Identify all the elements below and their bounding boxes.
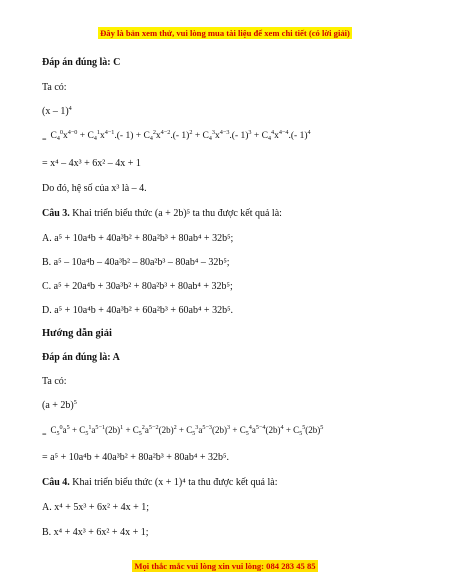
q3-option-a: A. a⁵ + 10a⁴b + 40a³b² + 80a²b³ + 80ab⁴ + 32b⁵; xyxy=(42,233,234,244)
q3-question xyxy=(42,208,282,220)
contact-text: Mọi thắc mắc vui lòng xin vui lòng: 084 283 45 85 xyxy=(134,561,316,571)
q4-option-a: A. x⁴ + 5x³ + 6x² + 4x + 1; xyxy=(42,502,150,513)
q3-expression xyxy=(42,400,77,412)
q2-expression xyxy=(42,106,72,118)
q3-intro: Ta có: xyxy=(42,376,67,387)
q2-binomial-expansion: $_=$ $C_4^0x^{4-0} + C_4^1x^{4-1}.(-$ $1) + C_4^2x^{4-2}.(-$ $1)^2 + C_4^3x^{4-3}.(-$ $1)^3 + C_4^4x^{4-4}.(-$ 1)$^4$ xyxy=(42,129,311,144)
q3-result: = a⁵ + 10a⁴b + 40a³b² + 80a²b³ + 80ab⁴ + 32b⁵. xyxy=(42,452,229,463)
q4-option-b: B. x⁴ + 4x³ + 6x² + 4x + 1; xyxy=(42,527,149,538)
q2-expr-base: (x – 1) xyxy=(42,106,69,117)
q3-option-c: C. a⁵ + 20a⁴b + 30a³b² + 80a²b³ + 80ab⁴ + 32b⁵; xyxy=(42,281,233,292)
q3-expr-exp: 5 xyxy=(73,399,77,406)
preview-notice-banner xyxy=(0,28,450,38)
contact-banner xyxy=(0,561,450,571)
q4-question xyxy=(42,477,278,489)
q3-expr-base: (a + 2b) xyxy=(42,400,74,411)
q3-guide-heading: Hướng dẫn giải xyxy=(42,328,112,339)
q2-expansion-result: = x⁴ – 4x³ + 6x² – 4x + 1 xyxy=(42,158,141,169)
q4-label: Câu 4. xyxy=(42,477,70,488)
q2-conclusion: Do đó, hệ số của x³ là – 4. xyxy=(42,183,147,194)
q3-binomial-expansion: = $C_5^0a^5 + C_5^1a^{5-1}(2b)^1 + C_5^2a^{5-2}(2b)^2 + C_5^3a^{5-3}(2b)^3 + C_5^4a^{5-4}(2b)^4 + C_5^5(2b)^5$ xyxy=(42,424,324,439)
q3-option-b: B. a⁵ – 10a⁴b – 40a³b² – 80a²b³ – 80ab⁴ – 32b⁵; xyxy=(42,257,230,268)
q3-label: Câu 3. xyxy=(42,208,70,219)
q2-expansion: x⁴ – 4x³ + 6x² – 4x + 1 xyxy=(50,158,141,169)
q4-text: Khai triển biểu thức (x + 1)⁴ ta thu được kết quả là: xyxy=(72,477,278,488)
preview-notice-text: Đây là bản xem thử, vui lòng mua tài liệu để xem chi tiết (có lời giải) xyxy=(100,28,350,38)
q2-intro: Ta có: xyxy=(42,82,67,93)
q3-answer: Đáp án đúng là: A xyxy=(42,352,120,363)
q2-answer: Đáp án đúng là: C xyxy=(42,57,121,68)
q3-option-d: D. a⁵ + 10a⁴b + 40a³b² + 60a²b³ + 60ab⁴ + 32b⁵. xyxy=(42,305,234,316)
q3-text: Khai triển biểu thức (a + 2b)⁵ ta thu được kết quả là: xyxy=(72,208,282,219)
q2-expr-exp: 4 xyxy=(68,105,72,112)
